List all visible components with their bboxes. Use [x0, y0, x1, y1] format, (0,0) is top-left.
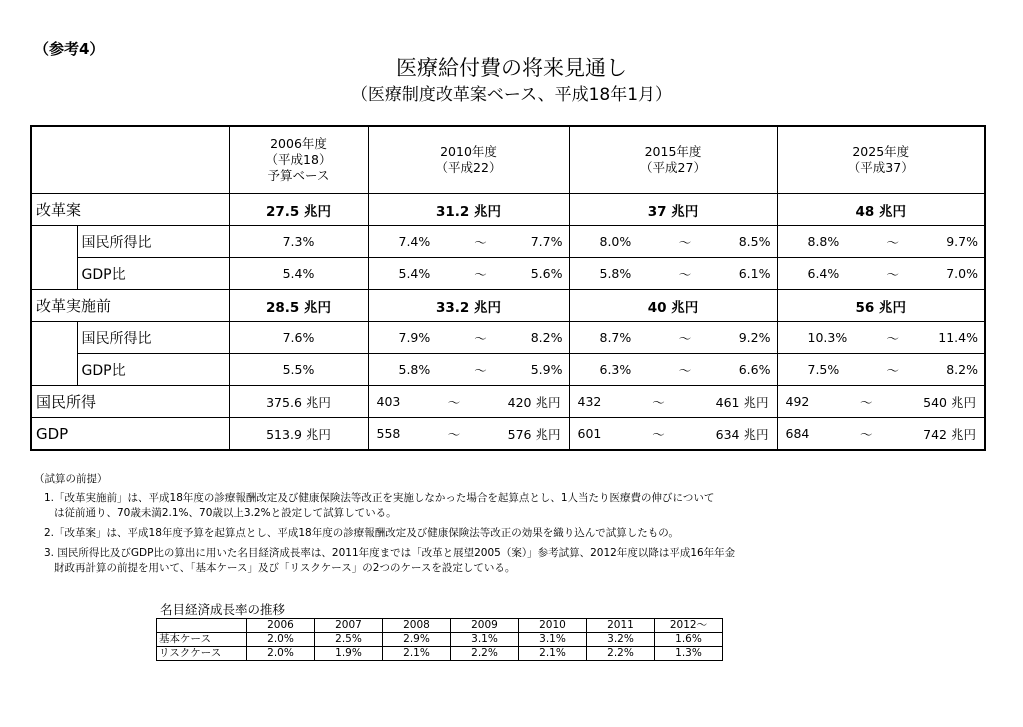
ni-2006: 375.6 兆円	[229, 386, 368, 418]
row-label-reform: 改革案	[31, 194, 229, 226]
col-header-2006	[229, 126, 368, 194]
assumption-notes	[34, 472, 735, 581]
pre-gdp-2006: 5.5%	[229, 354, 368, 386]
medical-cost-table	[30, 125, 986, 451]
growth-value: 2.2%	[587, 647, 655, 661]
growth-value: 2.0%	[247, 633, 315, 647]
reform-total-2015: 37 兆円	[569, 194, 777, 226]
col-header-2015	[569, 126, 777, 194]
growth-row-risk	[157, 647, 723, 661]
col-heisei: （平成37）	[847, 160, 914, 175]
reform-ni-2025: 8.8% ～ 9.7%	[777, 226, 985, 258]
reform-total-2006: 27.5 兆円	[229, 194, 368, 226]
table-row	[31, 418, 985, 451]
row-label-gdp-ratio: GDP比	[77, 258, 229, 290]
col-year: 2025年度	[852, 144, 910, 159]
growth-row-label: 基本ケース	[157, 633, 247, 647]
gdp-2015: 601 ～ 634 兆円	[569, 418, 777, 451]
reform-gdp-2025: 6.4% ～ 7.0%	[777, 258, 985, 290]
gdp-2010: 558 ～ 576 兆円	[368, 418, 569, 451]
header-row	[31, 126, 985, 194]
pre-total-2025: 56 兆円	[777, 290, 985, 322]
growth-year: 2006	[247, 619, 315, 633]
pre-total-2006: 28.5 兆円	[229, 290, 368, 322]
pre-ni-2025: 10.3% ～ 11.4%	[777, 322, 985, 354]
col-header-2025	[777, 126, 985, 194]
growth-year: 2008	[383, 619, 451, 633]
growth-year: 2007	[315, 619, 383, 633]
pre-gdp-2015: 6.3% ～ 6.6%	[569, 354, 777, 386]
pre-gdp-2025: 7.5% ～ 8.2%	[777, 354, 985, 386]
row-label-ni-ratio: 国民所得比	[77, 226, 229, 258]
growth-year: 2010	[519, 619, 587, 633]
table-row	[31, 194, 985, 226]
note-line: は従前通り、70歳未満2.1%、70歳以上3.2%と設定して試算している。	[54, 507, 397, 519]
note-line: 3. 国民所得比及びGDP比の算出に用いた名目経済成長率は、2011年度までは「改革と展望2005（案）」参考試算、2012年度以降は平成16年年金	[44, 547, 736, 559]
growth-value: 3.1%	[451, 633, 519, 647]
growth-value: 1.6%	[655, 633, 723, 647]
table-row	[31, 226, 985, 258]
growth-value: 3.2%	[587, 633, 655, 647]
row-label-national-income: 国民所得	[31, 386, 229, 418]
note-line: 財政再計算の前提を用いて、「基本ケース」及び「リスクケース」の2つのケースを設定している。	[54, 562, 516, 574]
col-year: 2015年度	[644, 144, 702, 159]
pre-ni-2015: 8.7% ～ 9.2%	[569, 322, 777, 354]
growth-value: 2.1%	[383, 647, 451, 661]
note-line: 1.「改革実施前」は、平成18年度の診療報酬改定及び健康保険法等改正を実施しなかった場合を起算点とし、1人当たり医療費の伸びについて	[44, 492, 715, 504]
col-heisei: （平成18）	[265, 152, 332, 167]
growth-value: 2.0%	[247, 647, 315, 661]
ni-2025: 492 ～ 540 兆円	[777, 386, 985, 418]
pre-total-2010: 33.2 兆円	[368, 290, 569, 322]
growth-rate-table	[156, 618, 723, 661]
table-row	[31, 386, 985, 418]
growth-header-row	[157, 619, 723, 633]
note-3	[34, 546, 735, 576]
col-header-2010	[368, 126, 569, 194]
growth-value: 1.9%	[315, 647, 383, 661]
growth-value: 2.2%	[451, 647, 519, 661]
header-blank-cell	[31, 126, 229, 194]
col-heisei: （平成22）	[435, 160, 502, 175]
col-year: 2006年度	[270, 136, 327, 151]
note-line: 2.「改革案」は、平成18年度予算を起算点とし、平成18年度の診療報酬改定及び健康保険法等改正の効果を織り込んで試算したもの。	[44, 527, 679, 539]
growth-value: 3.1%	[519, 633, 587, 647]
col-heisei: （平成27）	[640, 160, 706, 175]
growth-value: 2.5%	[315, 633, 383, 647]
pre-total-2015: 40 兆円	[569, 290, 777, 322]
reform-gdp-2015: 5.8% ～ 6.1%	[569, 258, 777, 290]
pre-ni-2006: 7.6%	[229, 322, 368, 354]
growth-row-base	[157, 633, 723, 647]
growth-year: 2012～	[655, 619, 723, 633]
notes-heading: （試算の前提）	[34, 473, 108, 485]
reform-ni-2010: 7.4% ～ 7.7%	[368, 226, 569, 258]
col-basis: 予算ベース	[267, 168, 330, 183]
growth-value: 2.9%	[383, 633, 451, 647]
growth-table-title: 名目経済成長率の推移	[160, 602, 286, 617]
growth-row-label: リスクケース	[157, 647, 247, 661]
table-row	[31, 322, 985, 354]
indent-cell	[31, 226, 77, 290]
indent-cell	[31, 322, 77, 386]
row-label-gdp-ratio: GDP比	[77, 354, 229, 386]
page-subtitle: （医療制度改革案ベース、平成18年1月）	[350, 85, 673, 105]
reform-ni-2006: 7.3%	[229, 226, 368, 258]
row-label-pre-reform: 改革実施前	[31, 290, 229, 322]
pre-ni-2010: 7.9% ～ 8.2%	[368, 322, 569, 354]
reform-total-2025: 48 兆円	[777, 194, 985, 226]
growth-year: 2009	[451, 619, 519, 633]
growth-header-blank	[157, 619, 247, 633]
ni-2015: 432 ～ 461 兆円	[569, 386, 777, 418]
gdp-2006: 513.9 兆円	[229, 418, 368, 451]
ni-2010: 403 ～ 420 兆円	[368, 386, 569, 418]
row-label-ni-ratio: 国民所得比	[77, 322, 229, 354]
growth-value: 1.3%	[655, 647, 723, 661]
table-row	[31, 290, 985, 322]
reform-ni-2015: 8.0% ～ 8.5%	[569, 226, 777, 258]
reference-label: （参考4）	[34, 40, 105, 58]
pre-gdp-2010: 5.8% ～ 5.9%	[368, 354, 569, 386]
reform-total-2010: 31.2 兆円	[368, 194, 569, 226]
growth-value: 2.1%	[519, 647, 587, 661]
note-1	[34, 491, 735, 521]
note-2	[34, 526, 735, 541]
page-title: 医療給付費の将来見通し	[396, 56, 627, 80]
reform-gdp-2006: 5.4%	[229, 258, 368, 290]
reform-gdp-2010: 5.4% ～ 5.6%	[368, 258, 569, 290]
col-year: 2010年度	[440, 144, 497, 159]
gdp-2025: 684 ～ 742 兆円	[777, 418, 985, 451]
table-row	[31, 258, 985, 290]
table-row	[31, 354, 985, 386]
growth-year: 2011	[587, 619, 655, 633]
row-label-gdp: GDP	[31, 418, 229, 451]
